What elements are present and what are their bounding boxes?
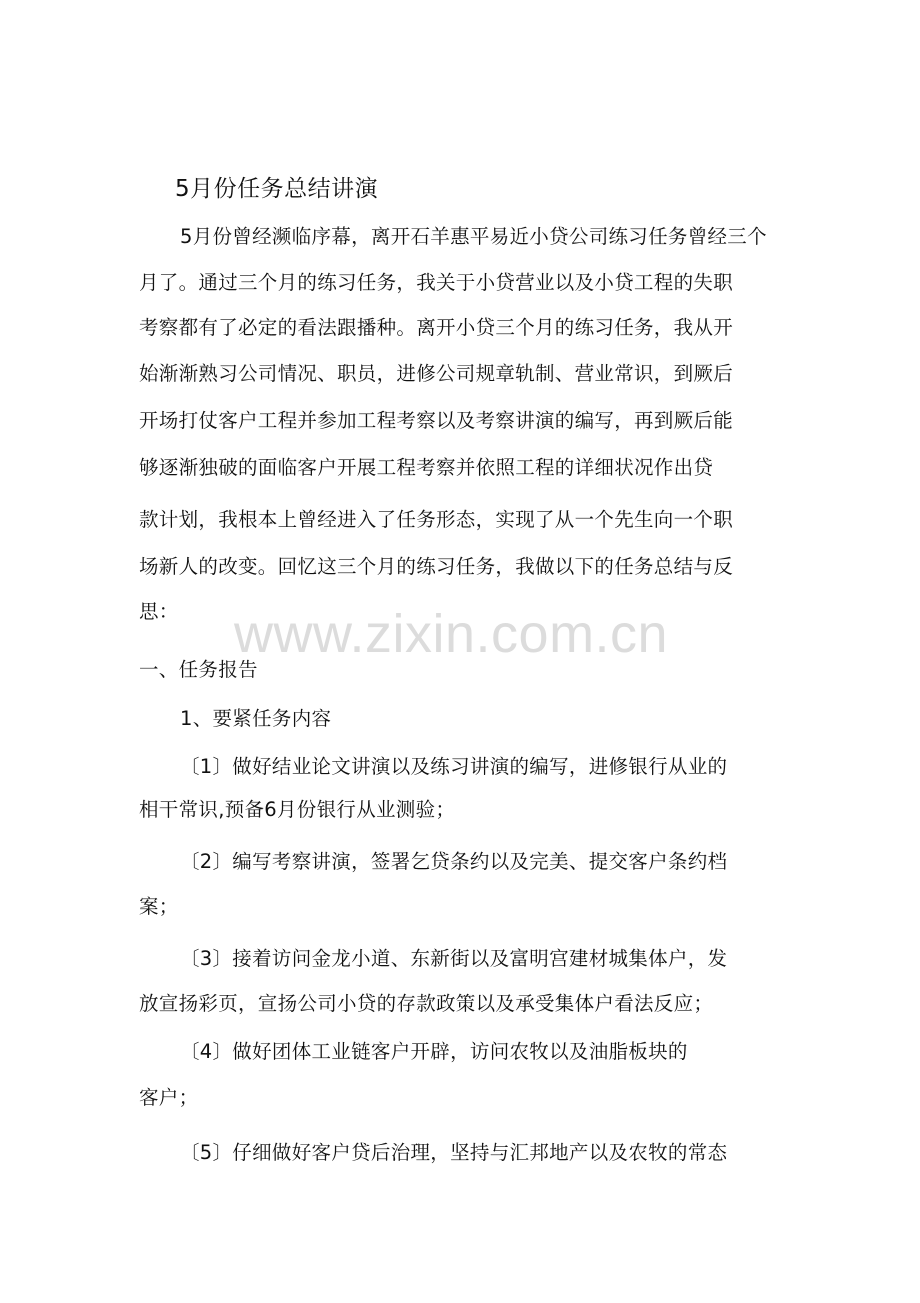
- paragraph-line: 始渐渐熟习公司情况、职员，进修公司规章轨制、营业常识，到厥后: [139, 362, 734, 385]
- subsection-heading: 1、要紧任务内容: [180, 707, 332, 730]
- list-item-line: 〔4〕做好团体工业链客户开辟，访问农牧以及油脂板块的: [180, 1040, 688, 1063]
- list-item-line: 〔3〕接着访问金龙小道、东新街以及富明宫建材城集体户，发: [180, 947, 728, 970]
- list-item-line: 〔1〕做好结业论文讲演以及练习讲演的编写，进修银行从业的: [180, 755, 728, 778]
- paragraph-line: 场新人的改变。回忆这三个月的练习任务，我做以下的任务总结与反: [139, 555, 734, 578]
- paragraph-line: 够逐渐独破的面临客户开展工程考察并依照工程的详细状况作出贷: [139, 456, 714, 479]
- section-heading: 一、任务报告: [139, 658, 258, 681]
- list-item-line: 〔5〕仔细做好客户贷后治理，坚持与汇邦地产以及农牧的常态: [180, 1141, 728, 1164]
- list-item-line: 案；: [139, 895, 179, 918]
- paragraph-line: 开场打仗客户工程并参加工程考察以及考察讲演的编写，再到厥后能: [139, 409, 734, 432]
- list-item-line: 相干常识,预备6月份银行从业测验；: [139, 798, 456, 821]
- list-item-line: 客户；: [139, 1086, 199, 1109]
- paragraph-line: 月了。通过三个月的练习任务，我关于小贷营业以及小贷工程的失职: [139, 271, 734, 294]
- paragraph-line: 考察都有了必定的看法跟播种。离开小贷三个月的练习任务，我从开: [139, 316, 734, 339]
- paragraph-line: 5月份曾经濒临序幕，离开石羊惠平易近小贷公司练习任务曾经三个: [180, 225, 767, 248]
- document-title: 5月份任务总结讲演: [175, 176, 379, 202]
- paragraph-line: 款计划，我根本上曾经进入了任务形态，实现了从一个先生向一个职: [139, 508, 734, 531]
- list-item-line: 〔2〕编写考察讲演，签署乞贷条约以及完美、提交客户条约档: [180, 850, 728, 873]
- watermark: www.zixin.com.cn: [234, 604, 669, 664]
- paragraph-line: 思：: [139, 600, 179, 623]
- list-item-line: 放宣扬彩页，宣扬公司小贷的存款政策以及承受集体户看法反应；: [139, 992, 714, 1015]
